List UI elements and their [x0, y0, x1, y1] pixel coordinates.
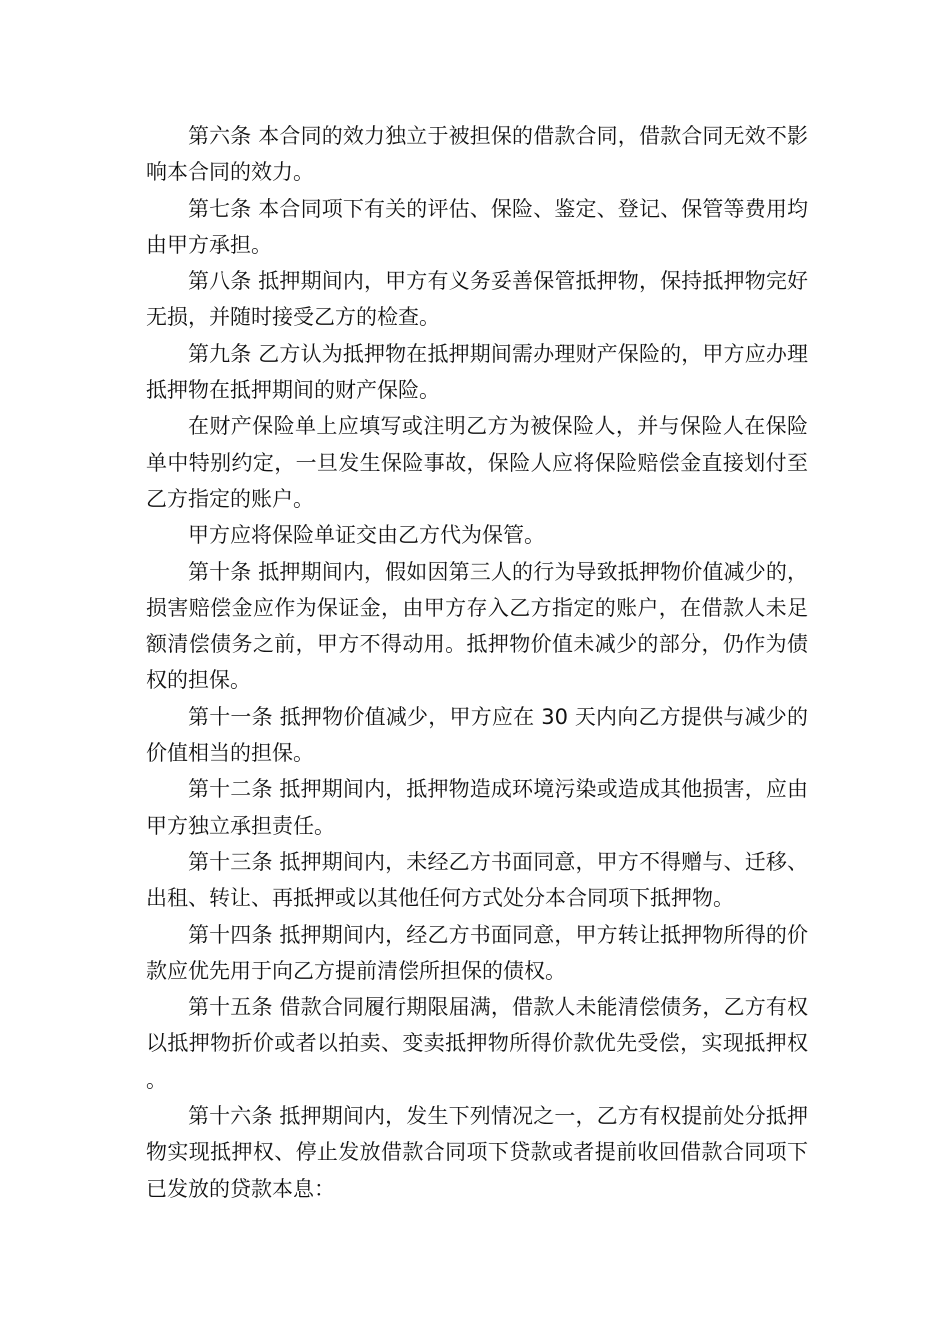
- clause-14: 第十四条 抵押期间内，经乙方书面同意，甲方转让抵押物所得的价款应优先用于向乙方提前清偿所担保的债权。: [146, 922, 808, 983]
- clause-9-custody-paragraph: 甲方应将保险单证交由乙方代为保管。: [188, 523, 545, 548]
- clause-8: 第八条 抵押期间内，甲方有义务妥善保管抵押物，保持抵押物完好无损，并随时接受乙方的检查。: [146, 269, 808, 330]
- clause-12: 第十二条 抵押期间内，抵押物造成环境污染或造成其他损害，应由甲方独立承担责任。: [146, 777, 808, 838]
- clause-16: 第十六条 抵押期间内，发生下列情况之一，乙方有权提前处分抵押物实现抵押权、停止发放借款合同项下贷款或者提前收回借款合同项下已发放的贷款本息：: [146, 1104, 808, 1201]
- clause-9: 第九条 乙方认为抵押物在抵押期间需办理财产保险的，甲方应办理抵押物在抵押期间的财产保险。: [146, 341, 808, 403]
- clause-13: 第十三条 抵押期间内，未经乙方书面同意，甲方不得赠与、迁移、出租、转让、再抵押或以其他任何方式处分本合同项下抵押物。: [146, 849, 808, 911]
- document-body: [146, 118, 808, 1207]
- clause-7: 第七条 本合同项下有关的评估、保险、鉴定、登记、保管等费用均由甲方承担。: [146, 196, 808, 257]
- clause-9-insurance-paragraph: 在财产保险单上应填写或注明乙方为被保险人，并与保险人在保险单中特别约定，一旦发生保险事故，保险人应将保险赔偿金直接划付至乙方指定的账户。: [146, 414, 808, 511]
- clause-15: 第十五条 借款合同履行期限届满，借款人未能清偿债务，乙方有权以抵押物折价或者以拍卖、变卖抵押物所得价款优先受偿，实现抵押权。: [146, 995, 808, 1092]
- clause-11: 第十一条 抵押物价值减少，甲方应在 30 天内向乙方提供与减少的价值相当的担保。: [146, 704, 808, 766]
- clause-10: 第十条 抵押期间内，假如因第三人的行为导致抵押物价值减少的，损害赔偿金应作为保证金，由甲方存入乙方指定的账户，在借款人未足额清偿债务之前，甲方不得动用。抵押物价值未减少的部分，仍作为债权的担保。: [146, 559, 808, 693]
- clause-6: 第六条 本合同的效力独立于被担保的借款合同，借款合同无效不影响本合同的效力。: [146, 124, 808, 185]
